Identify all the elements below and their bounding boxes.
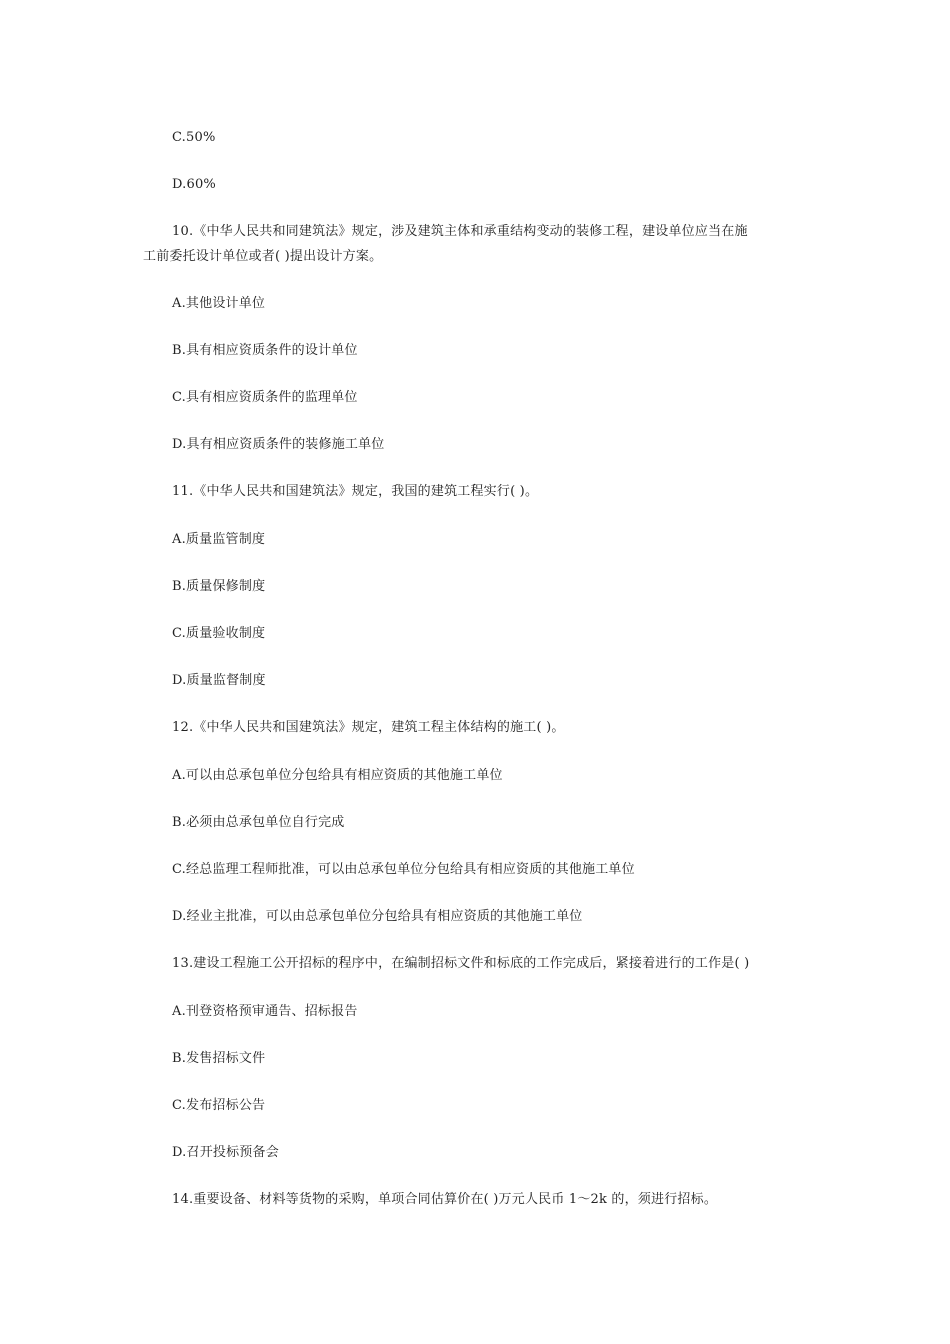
question-11-option-c: C.质量验收制度	[172, 626, 266, 641]
question-12-stem: 12.《中华人民共和国建筑法》规定，建筑工程主体结构的施工( )。	[172, 720, 565, 735]
question-12-option-b: B.必须由总承包单位自行完成	[172, 815, 345, 830]
question-11-option-a: A.质量监管制度	[172, 532, 266, 547]
question-10-option-d: D.具有相应资质条件的装修施工单位	[172, 437, 385, 452]
question-11-stem: 11.《中华人民共和国建筑法》规定，我国的建筑工程实行( )。	[172, 484, 539, 499]
question-13-option-c: C.发布招标公告	[172, 1098, 266, 1113]
question-12-option-c: C.经总监理工程师批准，可以由总承包单位分包给具有相应资质的其他施工单位	[172, 862, 635, 877]
question-13-option-b: B.发售招标文件	[172, 1051, 266, 1066]
question-10-option-a: A.其他设计单位	[172, 296, 266, 311]
question-13-option-a: A.刊登资格预审通告、招标报告	[172, 1004, 358, 1019]
question-10-stem-cont: 工前委托设计单位或者( )提出设计方案。	[143, 249, 383, 264]
question-10-stem: 10.《中华人民共和同建筑法》规定，涉及建筑主体和承重结构变动的装修工程，建设单位应当在施	[172, 224, 748, 239]
question-13-stem: 13.建设工程施工公开招标的程序中，在编制招标文件和标底的工作完成后，紧接着进行的工作是( )	[172, 956, 750, 971]
question-12-option-d: D.经业主批准，可以由总承包单位分包给具有相应资质的其他施工单位	[172, 909, 583, 924]
question-12-option-a: A.可以由总承包单位分包给具有相应资质的其他施工单位	[172, 768, 503, 783]
question-13-option-d: D.召开投标预备会	[172, 1145, 279, 1160]
question-10-option-c: C.具有相应资质条件的监理单位	[172, 390, 358, 405]
option-d-prev: D.60%	[172, 177, 216, 192]
question-10-option-b: B.具有相应资质条件的设计单位	[172, 343, 358, 358]
question-11-option-b: B.质量保修制度	[172, 579, 266, 594]
question-11-option-d: D.质量监督制度	[172, 673, 266, 688]
question-14-stem: 14.重要设备、材料等货物的采购，单项合同估算价在( )万元人民币 1～2k 的，须进行招标。	[172, 1192, 718, 1207]
option-c-prev: C.50%	[172, 130, 216, 145]
